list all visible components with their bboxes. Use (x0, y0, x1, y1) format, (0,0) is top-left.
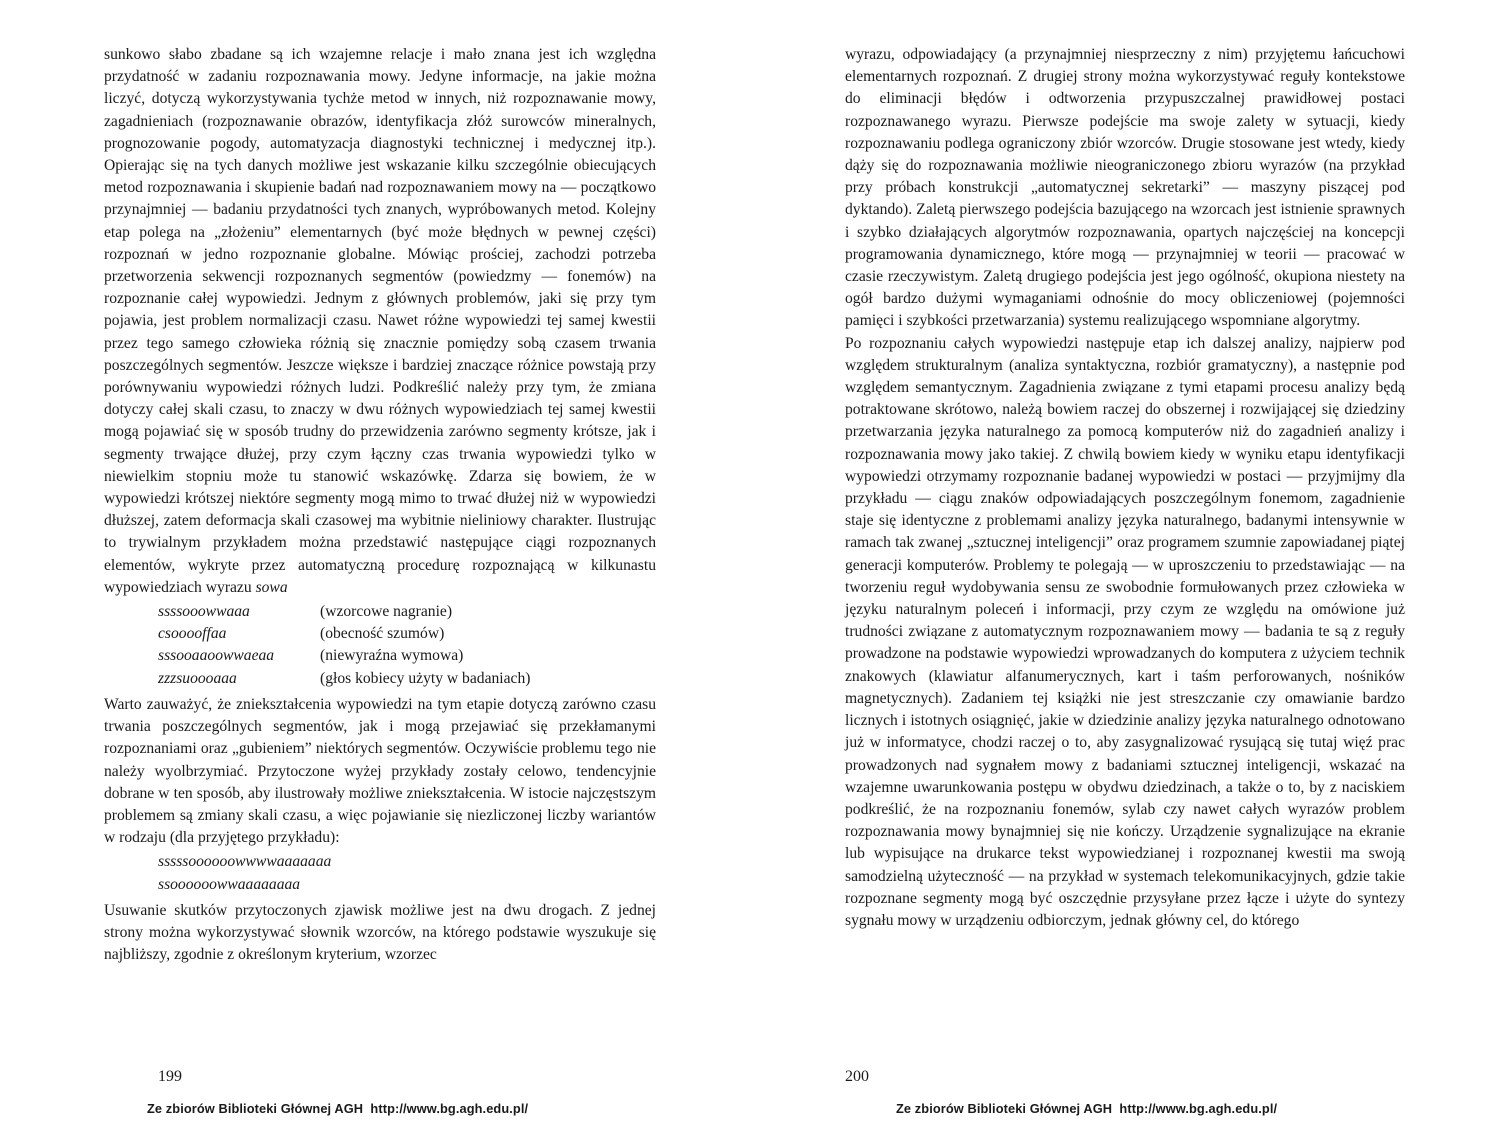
example-term: csooooffaa (158, 625, 227, 643)
library-footer-left: Ze zbiorów Biblioteki Głównej AGH http://www.bg.agh.edu.pl/ (147, 1101, 529, 1116)
left-text-column (104, 44, 656, 966)
list-item (104, 623, 656, 645)
example-term: zzzsuoooaaa (158, 669, 237, 687)
page-number-left: 199 (158, 1068, 182, 1085)
variant-item: sssssoooooowwwwaaaaaaa (158, 853, 332, 871)
example-desc: (głos kobiecy użyty w badaniach) (320, 669, 531, 687)
example-list (104, 601, 656, 690)
right-paragraph-2: Po rozpoznaniu całych wypowiedzi następuje etap ich dalszej analizy, najpierw pod względem strukturalnym (analiza syntaktyczna, rozbiór gramatyczny), a następnie pod względem semantycznym. Zagadnienia związane z tymi etapami procesu analizy będą potraktowane skrótowo, należą bowiem raczej do obszernej i rozwijającej się dziedziny przetwarzania języka naturalnego za pomocą komputerów niż do zagadnień analizy i rozpoznawania mowy jako takiej. Z chwilą bowiem kiedy w wyniku etapu identyfikacji wypowiedzi otrzymamy rozpoznanie badanej wypowiedzi w postaci — przyjmijmy dla przykładu — ciągu znaków odpowiadających poszczególnym fonemom, zagadnienie staje się identyczne z problemami analizy języka naturalnego, badanymi intensywnie w ramach tak zwanej „sztucznej inteligencji” oraz programem szumnie zapowiadanej piątej generacji komputerów. Problemy te polegają — w uproszczeniu to przedstawiając — na tworzeniu reguł wydobywania sensu ze swobodnie formułowanych przez człowieka w języku naturalnym poleceń i informacji, przy czym ze względu na omówione już trudności związane z automatycznym rozpoznawaniem mowy — badania te są z reguły prowadzone na podstawie wypowiedzi wprowadzanych do komputera z użyciem technik znakowych (klawiatur alfanumerycznych, kart i taśm perforowanych, nośników magnetycznych). Zadaniem tej książki nie jest streszczanie czy omawianie bardzo licznych i istotnych osiągnięć, jakie w dziedzinie analizy języka naturalnego odnotowano już w informatyce, chodzi raczej o to, aby zasygnalizować rysującą się tutaj więź prac prowadzonych nad sygnałem mowy z badaniami sztucznej inteligencji, wskazać na wzajemne uwarunkowania postępu w obydwu dziedzinach, a także o to, by z naciskiem podkreślić, że na rozpoznaniu fonemów, sylab czy nawet całych wyrazów problem rozpoznawania mowy bynajmniej się nie kończy. Urządzenie sygnalizujące na ekranie lub wypisujące na drukarce tekst wypowiedzianej i rozpoznanej kwestii ma swoją samodzielną użyteczność — na przykład w systemach telekomunikacyjnych, gdzie takie rozpoznane segmenty mogą być oszczędnie przysyłane przez łącze i użyte do syntezy sygnału mowy w urządzeniu odbiorczym, jednak główny cel, do którego (845, 334, 1405, 929)
left-paragraph-2: Warto zauważyć, że zniekształcenia wypowiedzi na tym etapie dotyczą zarówno czasu trwania poszczególnych segmentów, jak i mogą przejawiać się przekłamanymi rozpoznaniami oraz „gubieniem” niektórych segmentów. Oczywiście problemu tego nie należy wyolbrzymiać. Przytoczone wyżej przykłady zostały celowo, tendencyjnie dobrane w ten sposób, aby ilustrowały możliwe zniekształcenia. W istocie najczęstszym problemem są zmiany skali czasu, a więc pojawianie się niezliczonej liczby wariantów w rodzaju (dla przyjętego przykładu): (104, 695, 656, 847)
list-item (104, 668, 656, 690)
example-desc: (niewyraźna wymowa) (320, 647, 464, 665)
right-text-column (845, 44, 1405, 932)
example-desc: (obecność szumów) (320, 625, 445, 643)
left-paragraph-1: sunkowo słabo zbadane są ich wzajemne relacje i mało znana jest ich względna przydatność w zadaniu rozpoznawania mowy. Jedyne informacje, na jakie można liczyć, dotyczą wykorzystywania tychże metod w innych, niż rozpoznawanie mowy, zagadnieniach (rozpoznawanie obrazów, identyfikacja złóż surowców mineralnych, prognozowanie pogody, automatyzacja diagnostyki technicznej i medycznej itp.). Opierając się na tych danych możliwe jest wskazanie kilku szczególnie obiecujących metod rozpoznawania i skupienie badań nad rozpoznawaniem mowy na — początkowo przynajmniej — badaniu przydatności tych znanych, wypróbowanych metod. Kolejny etap polega na „złożeniu” elementarnych (być może błędnych w pewnej części) rozpoznań w jedno rozpoznanie globalne. Mówiąc prościej, zachodzi potrzeba przetworzenia sekwencji rozpoznanych segmentów (powiedzmy — fonemów) na rozpoznanie całej wypowiedzi. Jednym z głównych problemów, jaki się przy tym pojawia, jest problem normalizacji czasu. Nawet różne wypowiedzi tej samej kwestii przez tego samego człowieka różnią się znacznie pomiędzy sobą czasem trwania poszczególnych segmentów. Jeszcze większe i bardziej znaczące różnice powstają przy porównywaniu wypowiedzi różnych ludzi. Podkreślić należy przy tym, że zmiana dotyczy całej skali czasu, to znaczy w dwu różnych wypowiedziach tej samej kwestii mogą pojawiać się w sposób trudny do przewidzenia zarówno segmenty krótsze, jak i segmenty trwające dłużej, przy czym łączny czas trwania wypowiedzi tylko w niewielkim stopniu może tu stanowić wskazówkę. Zdarza się bowiem, że w wypowiedzi krótszej niektóre segmenty mogą mimo to trwać dłużej niż w wypowiedzi dłuższej, zatem deformacja skali czasowej ma wybitnie nieliniowy charakter. Ilustrując to trywialnym przykładem można przedstawić następujące ciągi rozpoznanych elementów, wykryte przez automatyczną procedurę rozpoznającą w kilkunastu wypowiedziach wyrazu sowa (104, 46, 656, 596)
example-term: ssssooowwaaa (158, 603, 250, 621)
variant-item: ssoooooowwaaaaaaaa (158, 875, 301, 893)
variant-list (158, 851, 656, 895)
right-paragraph-1: wyrazu, odpowiadający (a przynajmniej niesprzeczny z nim) przyjętemu łańcuchowi elementarnych rozpoznań. Z drugiej strony można wykorzystywać reguły kontekstowe do eliminacji błędów i odtworzenia przypuszczalnej prawidłowej postaci rozpoznawanego wyrazu. Pierwsze podejście ma swoje zalety w sytuacji, kiedy rozpoznawaniu podlega ograniczony zbiór wzorców. Drugie stosowane jest wtedy, kiedy dąży się do rozpoznawania możliwie nieograniczonego zbioru wyrazów (na przykład przy próbach konstrukcji „automatycznej sekretarki” — maszyny piszącej pod dyktando). Zaletą pierwszego podejścia bazującego na wzorcach jest istnienie sprawnych i szybko działających algorytmów rozpoznawania, opartych najczęściej na koncepcji programowania dynamicznego, które mogą — przynajmniej w teorii — pracować w czasie rzeczywistym. Zaletą drugiego podejścia jest jego ogólność, okupiona niestety na ogół bardzo dużymi wymaganiami odnośnie do mocy obliczeniowej (pojemności pamięci i szybkości przetwarzania) systemu realizującego wspomniane algorytmy. (845, 46, 1405, 330)
example-term: sssooaaoowwaeaa (158, 647, 275, 665)
page-number-right: 200 (845, 1068, 869, 1085)
right-page (750, 0, 1500, 1126)
example-desc: (wzorcowe nagranie) (320, 603, 453, 621)
example-word: sowa (255, 578, 288, 596)
list-item (104, 601, 656, 623)
library-footer-right: Ze zbiorów Biblioteki Głównej AGH http://www.bg.agh.edu.pl/ (896, 1101, 1278, 1116)
left-paragraph-3: Usuwanie skutków przytoczonych zjawisk możliwe jest na dwu drogach. Z jednej strony można wykorzystywać słownik wzorców, na którego podstawie wyszukuje się najbliższy, zgodnie z określonym kryterium, wzorzec (104, 901, 656, 964)
list-item (104, 645, 656, 667)
